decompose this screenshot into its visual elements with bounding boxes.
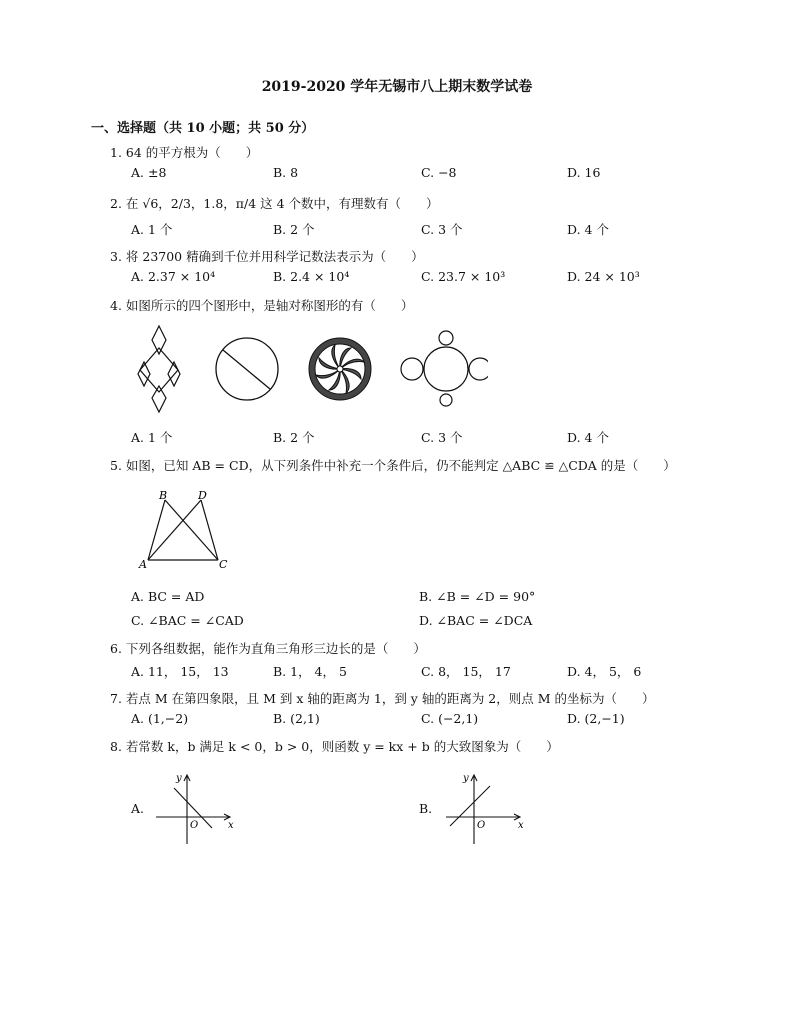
question-1-stem: 1. 64 的平方根为（ ） [110, 145, 259, 160]
figure-label-a: A [139, 558, 147, 571]
q7-option-a: A. (1,−2) [131, 711, 189, 726]
q8-option-a: A. [131, 801, 145, 816]
q6-option-b: B. 1， 4， 5 [273, 664, 347, 679]
q4-option-b: B. 2 个 [273, 430, 315, 445]
q5-option-d: D. ∠BAC = ∠DCA [419, 613, 533, 628]
page-title: 2019-2020 学年无锡市八上期末数学试卷 [261, 79, 533, 95]
graph-a-y-label: y [176, 773, 182, 784]
figure-label-d: D [198, 489, 207, 502]
q8-graph-a [150, 770, 240, 846]
q1-option-b: B. 8 [273, 165, 299, 180]
q4-option-c: C. 3 个 [421, 430, 463, 445]
question-6-stem: 6. 下列各组数据，能作为直角三角形三边长的是（ ） [110, 641, 426, 656]
q3-option-c: C. 23.7 × 10³ [421, 269, 506, 284]
graph-b-x-label: x [518, 820, 524, 831]
circle-with-chord-figure [216, 338, 278, 400]
q1-option-a: A. ±8 [131, 165, 167, 180]
graph-b-y-label: y [463, 773, 469, 784]
q8-option-b: B. [419, 801, 433, 816]
q2-option-b: B. 2 个 [273, 222, 315, 237]
q7-option-d: D. (2,−1) [567, 711, 625, 726]
diamond-chain-figure [138, 326, 180, 412]
graph-b-origin-label: O [477, 820, 486, 831]
q6-option-a: A. 11， 15， 13 [131, 664, 229, 679]
figure-label-b: B [159, 489, 168, 502]
q5-option-b: B. ∠B = ∠D = 90° [419, 589, 536, 604]
q3-option-d: D. 24 × 10³ [567, 269, 640, 284]
question-5-stem: 5. 如图，已知 AB = CD，从下列条件中补充一个条件后，仍不能判定 △ABC ≌ △CDA 的是（ ） [110, 458, 676, 473]
q1-option-c: C. −8 [421, 165, 457, 180]
q4-option-a: A. 1 个 [131, 430, 173, 445]
q4-figures [128, 322, 488, 414]
q8-graph-b [440, 770, 530, 846]
question-2-stem: 2. 在 √6，2/3，1.8，π/4 这 4 个数中，有理数有（ ） [110, 196, 439, 211]
q2-option-a: A. 1 个 [131, 222, 173, 237]
q4-option-d: D. 4 个 [567, 430, 609, 445]
question-8-stem: 8. 若常数 k，b 满足 k < 0，b > 0，则函数 y = kx + b 的大致图象为（ ） [110, 739, 559, 754]
q5-triangle-figure [136, 488, 236, 574]
graph-a-x-label: x [228, 820, 234, 831]
figure-label-c: C [219, 558, 228, 571]
q5-option-c: C. ∠BAC = ∠CAD [131, 613, 244, 628]
question-3-stem: 3. 将 23700 精确到千位并用科学记数法表示为（ ） [110, 249, 424, 264]
q7-option-c: C. (−2,1) [421, 711, 479, 726]
q7-option-b: B. (2,1) [273, 711, 320, 726]
q5-option-a: A. BC = AD [131, 589, 205, 604]
section-heading: 一、选择题（共 10 小题；共 50 分） [91, 121, 315, 136]
graph-a-origin-label: O [190, 820, 199, 831]
q2-option-d: D. 4 个 [567, 222, 609, 237]
q6-option-d: D. 4， 5， 6 [567, 664, 642, 679]
q3-option-b: B. 2.4 × 10⁴ [273, 269, 350, 284]
pinwheel-circle-figure [309, 338, 371, 400]
q2-option-c: C. 3 个 [421, 222, 463, 237]
q6-option-c: C. 8， 15， 17 [421, 664, 511, 679]
circle-with-four-small-circles-figure [401, 331, 488, 406]
question-4-stem: 4. 如图所示的四个图形中，是轴对称图形的有（ ） [110, 298, 414, 313]
q1-option-d: D. 16 [567, 165, 601, 180]
q3-option-a: A. 2.37 × 10⁴ [131, 269, 216, 284]
question-7-stem: 7. 若点 M 在第四象限，且 M 到 x 轴的距离为 1，到 y 轴的距离为 2，则点 M 的坐标为（ ） [110, 691, 655, 706]
